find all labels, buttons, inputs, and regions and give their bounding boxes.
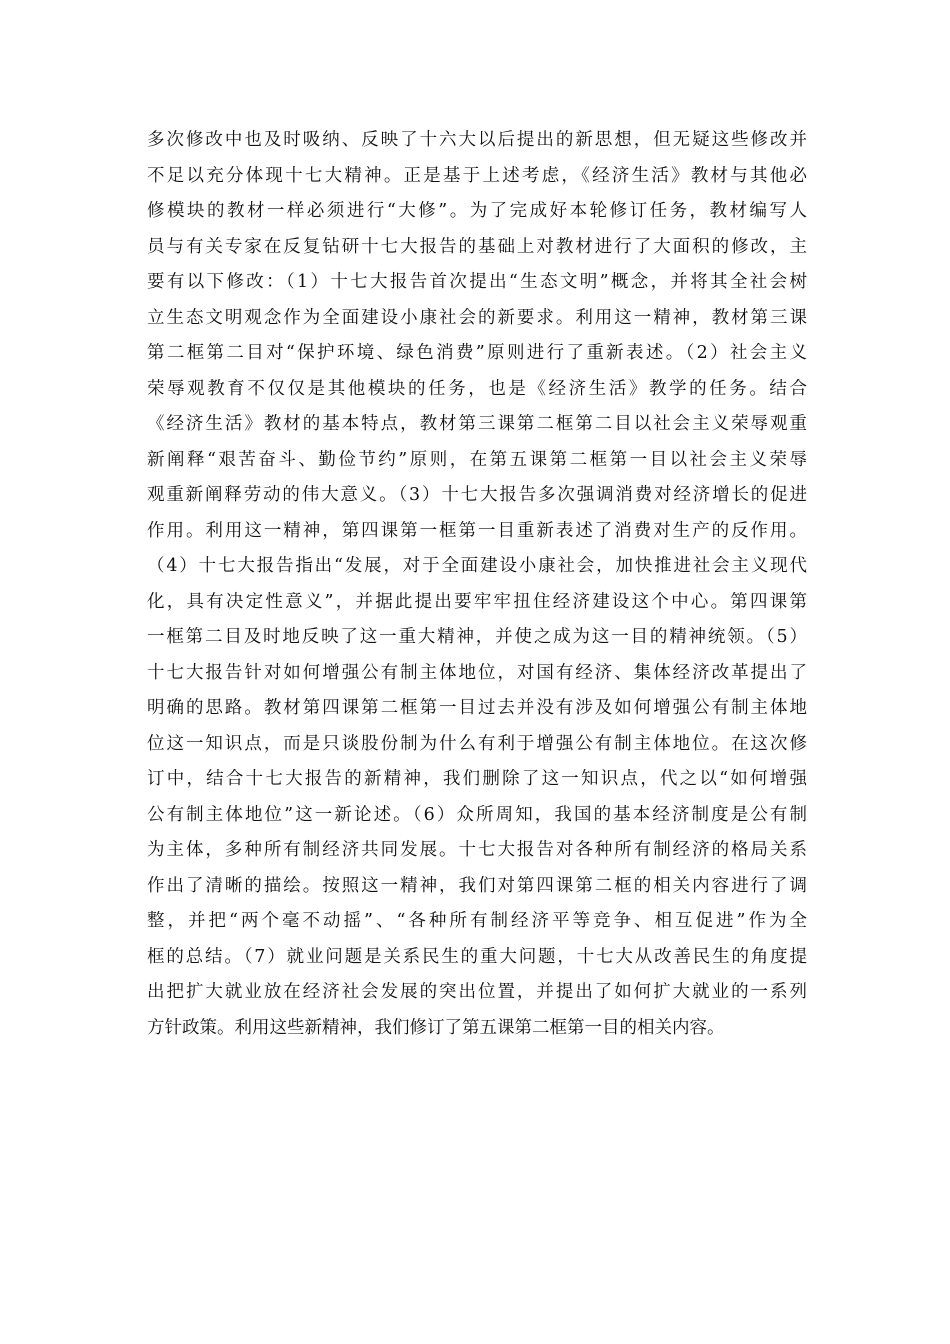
text-line: 化，具有决定性意义”，并据此提出要牢牢扭住经济建设这个中心。第四课第 [147, 591, 807, 612]
text-line: 荣辱观教育不仅仅是其他模块的任务，也是《经济生活》教学的任务。结合 [147, 378, 807, 399]
text-line: 作用。利用这一精神，第四课第一框第一目重新表述了消费对生产的反作用。 [147, 520, 807, 541]
text-line: 订中，结合十七大报告的新精神，我们删除了这一知识点，代之以“如何增强 [147, 769, 807, 789]
text-line: 框的总结。（7）就业问题是关系民生的重大问题，十七大从改善民生的角度提 [147, 946, 807, 967]
text-line: 修模块的教材一样必须进行“大修”。为了完成好本轮修订任务，教材编写人 [147, 201, 807, 221]
text-line: 第二框第二目对“保护环境、绿色消费”原则进行了重新表述。（2）社会主义 [147, 343, 807, 363]
text-line: 出把扩大就业放在经济社会发展的突出位置，并提出了如何扩大就业的一系列 [147, 982, 807, 1002]
text-line: 《经济生活》教材的基本特点，教材第三课第二框第二目以社会主义荣辱观重 [147, 414, 807, 434]
text-line: 员与有关专家在反复钻研十七大报告的基础上对教材进行了大面积的修改，主 [147, 236, 807, 257]
text-line: 不足以充分体现十七大精神。正是基于上述考虑，《经济生活》教材与其他必 [147, 165, 807, 186]
text-line: （4）十七大报告指出“发展，对于全面建设小康社会，加快推进社会主义现代 [147, 556, 807, 576]
text-line: 新阐释“艰苦奋斗、勤俭节约”原则，在第五课第二框第一目以社会主义荣辱 [147, 449, 807, 470]
text-line: 作出了清晰的描绘。按照这一精神，我们对第四课第二框的相关内容进行了调 [147, 875, 807, 896]
text-line: 位这一知识点，而是只谈股份制为什么有利于增强公有制主体地位。在这次修 [147, 733, 807, 754]
text-line: 观重新阐释劳动的伟大意义。（3）十七大报告多次强调消费对经济增长的促进 [147, 485, 807, 505]
text-line: 为主体，多种所有制经济共同发展。十七大报告对各种所有制经济的格局关系 [147, 840, 807, 860]
text-line: 十七大报告针对如何增强公有制主体地位，对国有经济、集体经济改革提出了 [147, 662, 807, 683]
text-line: 明确的思路。教材第四课第二框第一目过去并没有涉及如何增强公有制主体地 [147, 698, 807, 718]
text-line: 要有以下修改：（1）十七大报告首次提出“生态文明”概念，并将其全社会树 [147, 272, 807, 292]
text-line: 多次修改中也及时吸纳、反映了十六大以后提出的新思想，但无疑这些修改并 [147, 130, 807, 150]
text-line: 整，并把“两个毫不动摇”、“各种所有制经济平等竞争、相互促进”作为全 [147, 911, 807, 931]
body-paragraph [147, 123, 807, 1046]
text-line: 立生态文明观念作为全面建设小康社会的新要求。利用这一精神，教材第三课 [147, 307, 807, 328]
text-line: 公有制主体地位”这一新论述。（6）众所周知，我国的基本经济制度是公有制 [147, 804, 807, 825]
text-line: 方针政策。利用这些新精神，我们修订了第五课第二框第一目的相关内容。 [147, 1017, 725, 1038]
text-line: 一框第二目及时地反映了这一重大精神，并使之成为这一目的精神统领。（5） [147, 627, 807, 647]
